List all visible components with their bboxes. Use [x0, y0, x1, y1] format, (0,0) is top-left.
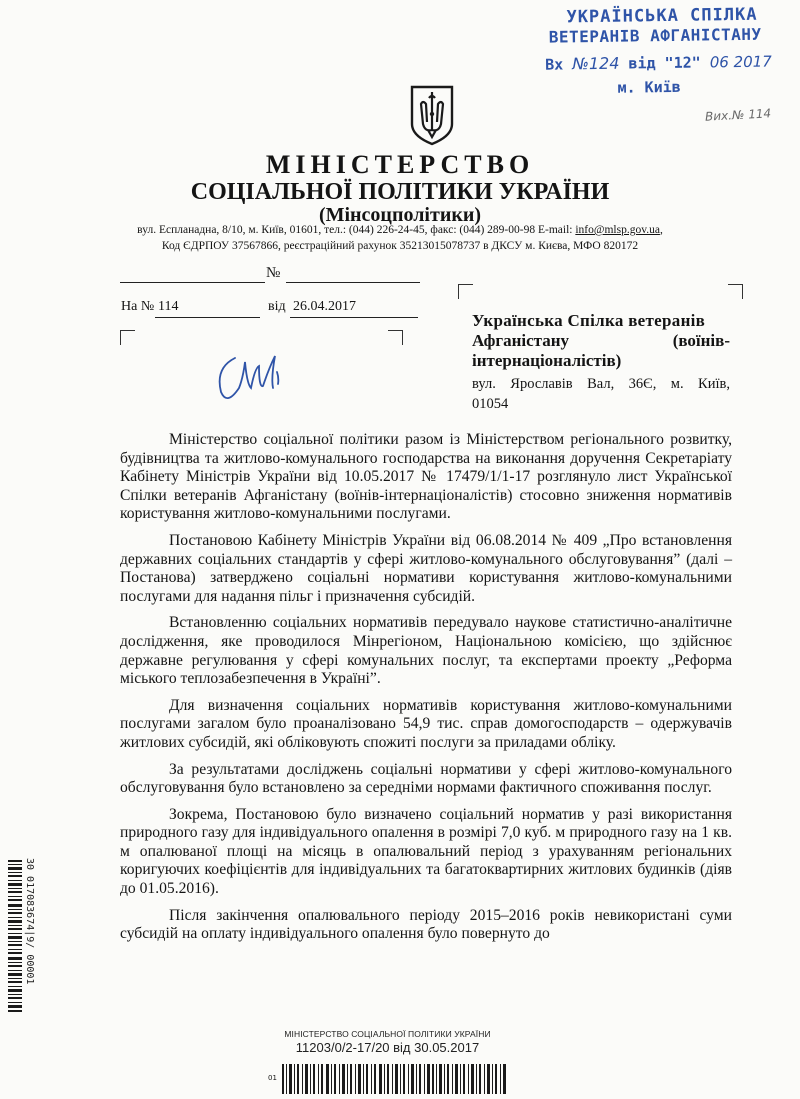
- right-corner-mark: [388, 330, 403, 345]
- letter-body: [120, 431, 732, 944]
- addressee-org-line-2: Афганістану (воїнів-: [472, 331, 730, 350]
- stamp-incoming-label: Вх: [545, 55, 564, 74]
- stamp-date-label: від "12": [628, 53, 701, 73]
- paragraph-1: Міністерство соціальної політики разом із Міністерством регіонального розвитку, будівництва та житлово-комунального господарства на виконання доручення Секретаріату Кабінету Міністрів України від 10.05.2017 № 17479/1/1-17 розглянуло лист Української Спілки ветеранів Афганістану (воїнів-інтернаціоналістів) стосовно зниження нормативів користування житлово-комунальними послугами.: [120, 431, 732, 523]
- side-barcode-text: 30 017083674|9/ 00001: [24, 858, 35, 985]
- side-barcode: [8, 858, 35, 1013]
- bottom-barcode-bars-icon: [282, 1064, 506, 1094]
- stamp-line-2: ВЕТЕРАНІВ АФГАНІСТАНУ: [548, 24, 762, 47]
- paragraph-5: За результатами досліджень соціальні нормативи у сфері житлово-комунального обслуговування було встановлено за середніми нормами фактичного споживання послуг.: [120, 760, 732, 797]
- outgoing-number-blank: [286, 282, 420, 283]
- left-corner-mark: [120, 330, 135, 345]
- outgoing-number-sign: №: [266, 265, 281, 281]
- addressee-block: [472, 311, 730, 414]
- ministry-name-line-1: МІНІСТЕРСТВО: [265, 150, 535, 179]
- ministry-contacts: [40, 222, 760, 254]
- reference-number-underline: [155, 317, 260, 318]
- handwritten-outgoing-note: Вих.№ 114: [704, 106, 772, 124]
- reference-date: 26.04.2017: [293, 299, 356, 314]
- paragraph-3: Встановленню соціальних нормативів передувало наукове статистично-аналітичне дослідження, яке проводилося Мінрегіоном, Національною комісією, що здійснює державне регулювання у сфері комунальних послуг, та експертами проекту „Реформа міського теплозабезпечення в Україні”.: [120, 614, 732, 688]
- stamp-line-3: [545, 51, 790, 73]
- reference-number: 114: [158, 299, 179, 314]
- edrpou-line: Код ЄДРПОУ 37567866, реєстраційний рахунок 35213015078737 в ДКСУ м. Києва, МФО 820172: [161, 240, 639, 252]
- addressee-org-line-3: інтернаціоналістів): [472, 351, 622, 370]
- addressee-corner-right: [728, 284, 743, 299]
- stamp-date: 06 2017: [709, 52, 772, 72]
- email-link[interactable]: info@mlsp.gov.ua: [575, 224, 660, 236]
- registration-org: МІНІСТЕРСТВО СОЦІАЛЬНОЇ ПОЛІТИКИ УКРАЇНИ: [284, 1029, 491, 1039]
- outgoing-date-blank: [120, 282, 265, 283]
- stamp-incoming-number: №124: [572, 53, 620, 74]
- stamp-city: м. Київ: [617, 77, 681, 97]
- side-barcode-bars-icon: [8, 858, 22, 1013]
- addressee-org-line-1: Українська Спілка ветеранів: [472, 311, 706, 330]
- registration-stamp: [270, 1029, 505, 1055]
- ministry-short-name: (Мінсоцполітики): [318, 204, 482, 226]
- reference-date-prefix: від: [268, 299, 286, 314]
- addressee-corner-left: [458, 284, 473, 299]
- addressee-address-line-2: 01054: [472, 396, 509, 412]
- stamp-line-1: УКРАЇНСЬКА СПІЛКА: [566, 4, 758, 28]
- addressee-address-line-1: вул. Ярославів Вал, 36Є, м. Київ,: [472, 376, 730, 392]
- paragraph-6: Зокрема, Постановою було визначено соціальний норматив у разі використання природного газу для індивідуального опалення в розмірі 7,0 куб. м природного газу на 1 кв. м опалюваної площі на місяць в опалювальний період з урахуванням регіональних коригуючих коефіцієнтів для індивідуальних та багатоквартирних житлових будинків (діяв до 01.05.2016).: [120, 805, 732, 898]
- paragraph-4: Для визначення соціальних нормативів користування житлово-комунальними послугами загалом було проаналізовано 54,9 тис. справ домогосподарств – одержувачів житлових субсидій, які обліковують спожиті послуги за приладами обліку.: [120, 696, 732, 751]
- paragraph-7: Після закінчення опалювального періоду 2015–2016 років невикористані суми субсидій на оплату індивідуального опалення було повернуто до: [120, 906, 732, 943]
- address-line: вул. Еспланадна, 8/10, м. Київ, 01601, тел.: (044) 226-24-45, факс: (044) 289-00-98 E-mail: info@mlsp.gov.ua,: [137, 224, 663, 236]
- paragraph-2: Постановою Кабінету Міністрів України від 06.08.2014 № 409 „Про встановлення державних соціальних стандартів у сфері житлово-комунального обслуговування” (далі – Постанова) затверджено соціальні нормативи користування житлово-комунальними послугами для надання пільг і призначення субсидій.: [120, 531, 732, 605]
- address-text: вул. Еспланадна, 8/10, м. Київ, 01601, тел.: (044) 226-24-45, факс: (044) 289-00-98 E-mail:: [137, 224, 573, 236]
- bottom-barcode: [268, 1064, 508, 1094]
- registration-number: 11203/0/2-17/20 від 30.05.2017: [295, 1040, 480, 1055]
- signature-icon: [205, 348, 300, 408]
- ministry-name-line-2: СОЦІАЛЬНОЇ ПОЛІТИКИ УКРАЇНИ: [190, 179, 610, 205]
- reference-date-underline: [290, 317, 418, 318]
- reference-prefix: На №: [121, 299, 155, 314]
- bottom-barcode-prefix: 01: [268, 1074, 277, 1082]
- incoming-registration-stamp: [544, 4, 790, 97]
- coat-of-arms-icon: [409, 84, 455, 146]
